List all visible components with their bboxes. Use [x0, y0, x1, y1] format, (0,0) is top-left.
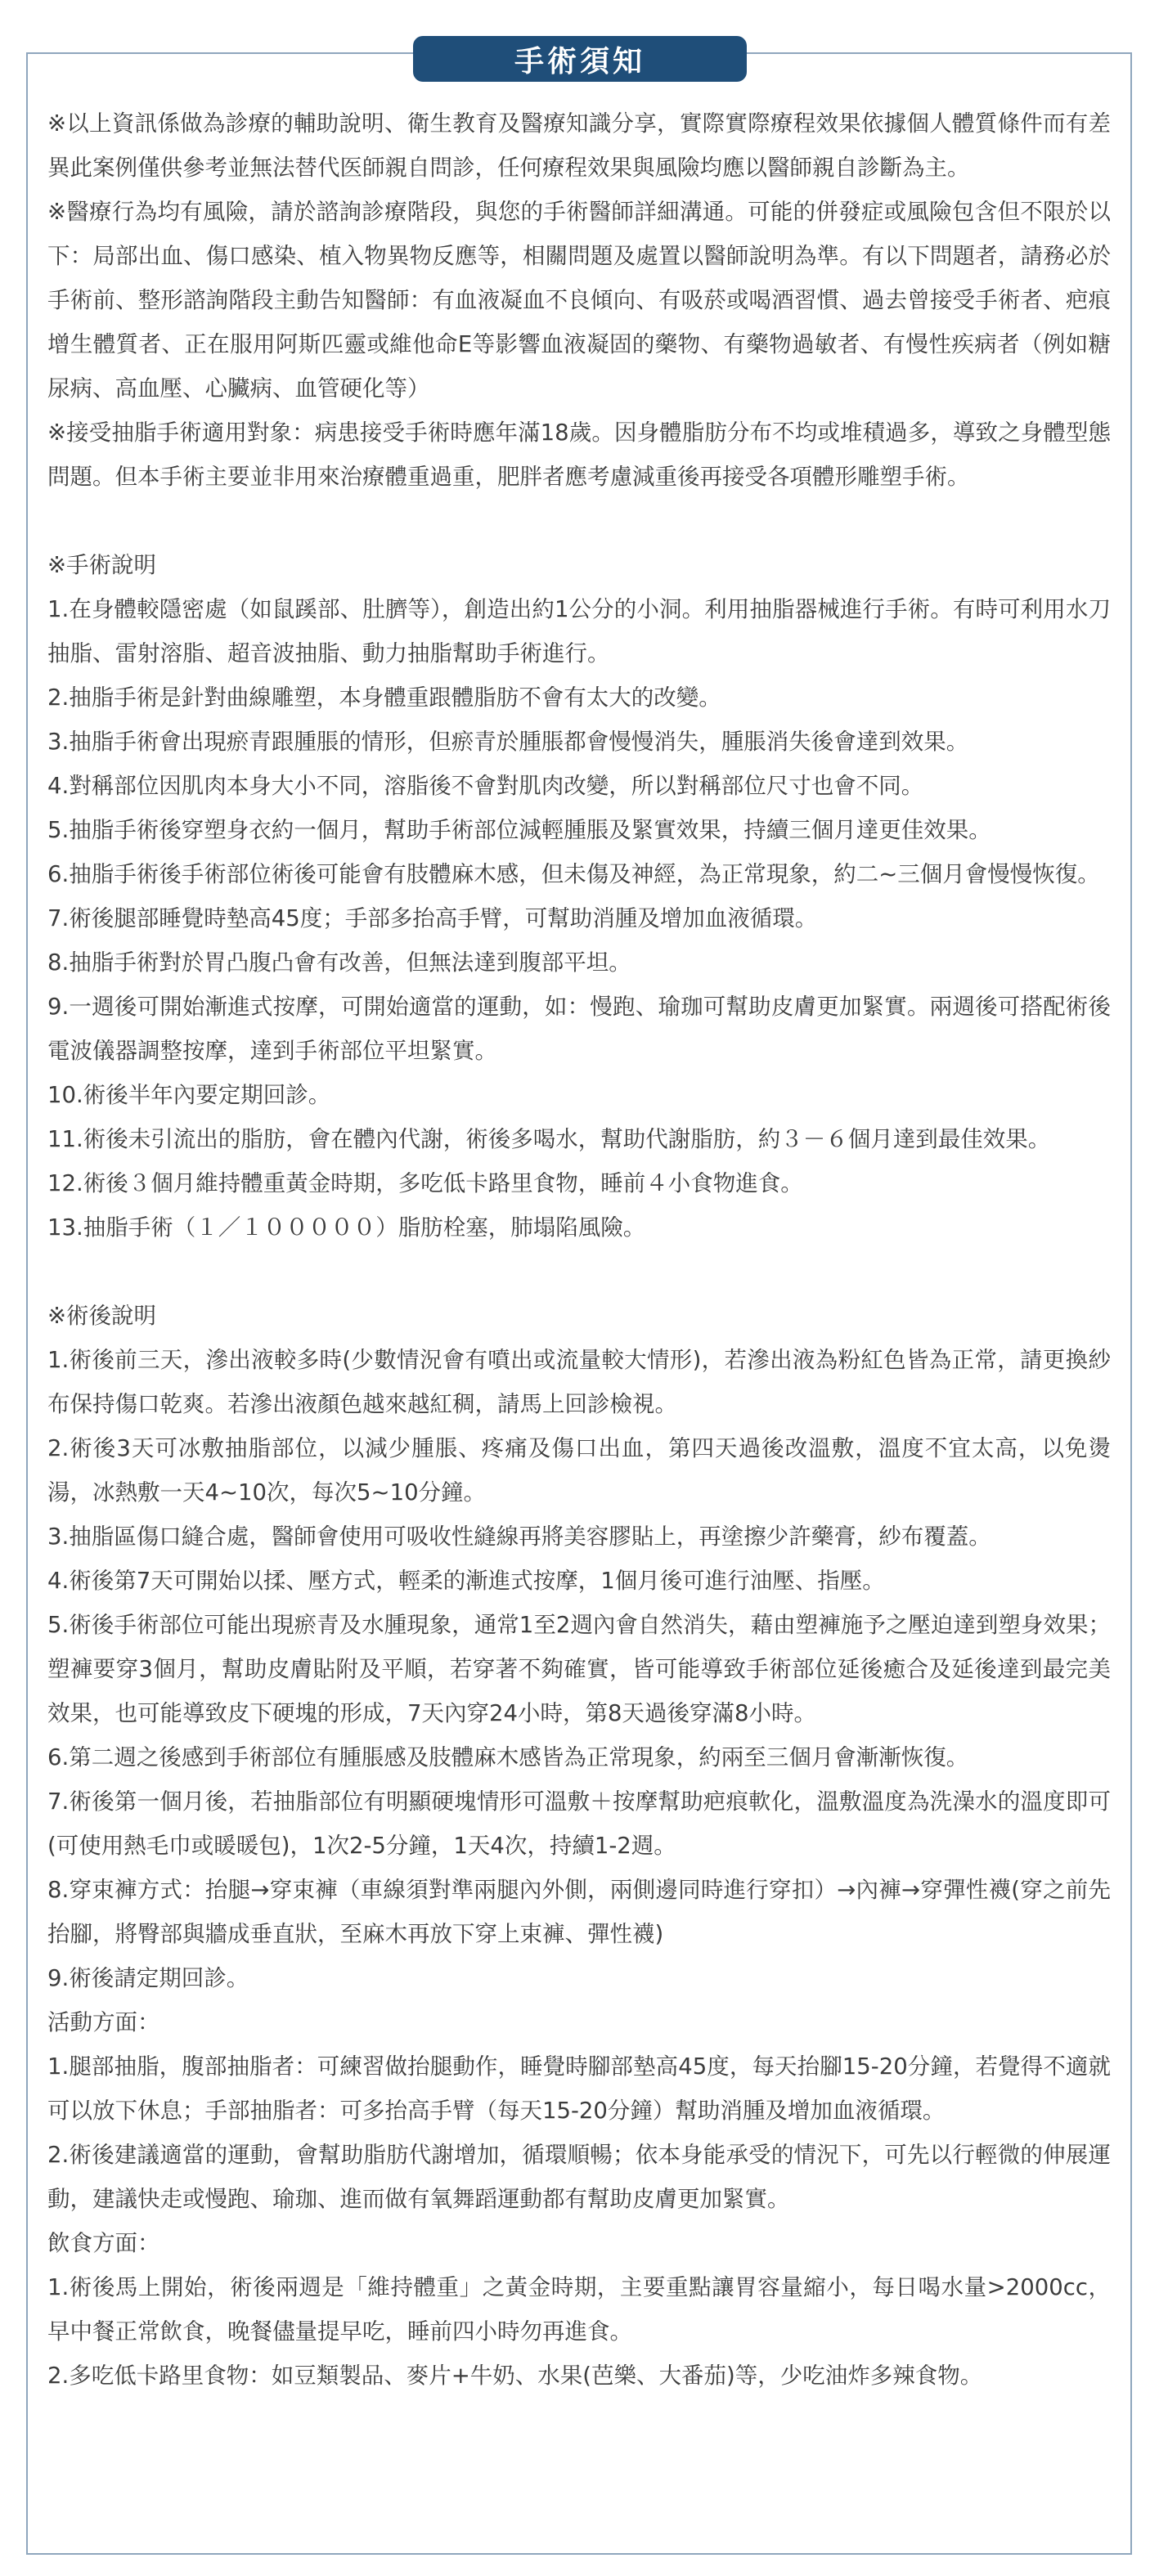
diet-item: 1.術後馬上開始，術後兩週是「維持體重」之黃金時期，主要重點讓胃容量縮小，每日喝水量>2000cc，早中餐正常飲食，晚餐儘量提早吃，睡前四小時勿再進食。 — [47, 2274, 1111, 2345]
postop-item: 4.術後第7天可開始以揉、壓方式，輕柔的漸進式按摩，1個月後可進行油壓、指壓。 — [47, 1568, 885, 1594]
intro-risk-notice: ※醫療行為均有風險，請於諮詢診療階段，與您的手術醫師詳細溝通。可能的併發症或風險包含但不限於以下：局部出血、傷口感染、植入物異物反應等，相關問題及處置以醫師說明為準。有以下問題者，請務必於手術前、整形諮詢階段主動告知醫師：有血液凝血不良傾向、有吸菸或喝酒習慣、過去曾接受手術者、疤痕增生體質者、正在服用阿斯匹靈或維他命E等影響血液凝固的藥物、有藥物過敏者、有慢性疾病者（例如糖尿病、高血壓、心臟病、血管硬化等） — [47, 199, 1111, 402]
surgery-heading: ※手術說明 — [47, 552, 157, 578]
postop-item: 1.術後前三天，滲出液較多時(少數情況會有噴出或流量較大情形)，若滲出液為粉紅色皆為正常，請更換紗布保持傷口乾爽。若滲出液顏色越來越紅稠，請馬上回診檢視。 — [47, 1347, 1111, 1417]
surgery-item: 6.抽脂手術後手術部位術後可能會有肢體麻木感，但未傷及神經，為正常現象，約二~三個月會慢慢恢復。 — [47, 861, 1100, 887]
postop-heading: ※術後說明 — [47, 1303, 157, 1329]
postop-item: 7.術後第一個月後，若抽脂部位有明顯硬塊情形可溫敷＋按摩幫助疤痕軟化，溫敷溫度為洗澡水的溫度即可(可使用熱毛巾或暖暖包)，1次2-5分鐘，1天4次，持續1-2週。 — [47, 1788, 1111, 1859]
spacer — [47, 1250, 1111, 1294]
surgery-item: 9.一週後可開始漸進式按摩，可開始適當的運動，如：慢跑、瑜珈可幫助皮膚更加緊實。兩週後可搭配術後電波儀器調整按摩，達到手術部位平坦緊實。 — [47, 994, 1111, 1064]
surgery-item: 11.術後未引流出的脂肪，會在體內代謝，術後多喝水，幫助代謝脂肪，約３－６個月達到最佳效果。 — [47, 1126, 1051, 1152]
surgery-item: 13.抽脂手術（１／１０００００）脂肪栓塞，肺塌陷風險。 — [47, 1214, 646, 1241]
surgery-item: 2.抽脂手術是針對曲線雕塑，本身體重跟體脂肪不會有太大的改變。 — [47, 684, 721, 711]
postop-item: 5.術後手術部位可能出現瘀青及水腫現象，通常1至2週內會自然消失，藉由塑褲施予之壓迫達到塑身效果；塑褲要穿3個月，幫助皮膚貼附及平順，若穿著不夠確實，皆可能導致手術部位延後癒合及延後達到最完美效果，也可能導致皮下硬塊的形成，7天內穿24小時，第8天過後穿滿8小時。 — [47, 1612, 1111, 1726]
postop-item: 2.術後3天可冰敷抽脂部位，以減少腫脹、疼痛及傷口出血，第四天過後改溫敷，溫度不宜太高，以免燙湯，冰熱敷一天4~10次，每次5~10分鐘。 — [47, 1435, 1111, 1506]
surgery-item: 5.抽脂手術後穿塑身衣約一個月，幫助手術部位減輕腫脹及緊實效果，持續三個月達更佳效果。 — [47, 817, 991, 843]
postop-item: 9.術後請定期回診。 — [47, 1965, 249, 1991]
surgery-item: 12.術後３個月維持體重黃金時期，多吃低卡路里食物，睡前４小食物進食。 — [47, 1170, 803, 1196]
intro-eligibility: ※接受抽脂手術適用對象：病患接受手術時應年滿18歲。因身體脂肪分布不均或堆積過多，導致之身體型態問題。但本手術主要並非用來治療體重過重，肥胖者應考慮減重後再接受各項體形雕塑手術。 — [47, 420, 1111, 490]
postop-item: 6.第二週之後感到手術部位有腫脹感及肢體麻木感皆為正常現象，約兩至三個月會漸漸恢復。 — [47, 1744, 969, 1770]
diet-heading: 飲食方面： — [47, 2230, 160, 2256]
surgery-item: 3.抽脂手術會出現瘀青跟腫脹的情形，但瘀青於腫脹都會慢慢消失，腫脹消失後會達到效果。 — [47, 729, 969, 755]
surgery-item: 7.術後腿部睡覺時墊高45度；手部多抬高手臂，可幫助消腫及增加血液循環。 — [47, 905, 818, 931]
surgery-item: 4.對稱部位因肌肉本身大小不同，溶脂後不會對肌肉改變，所以對稱部位尺寸也會不同。 — [47, 773, 924, 799]
surgery-item: 8.抽脂手術對於胃凸腹凸會有改善，但無法達到腹部平坦。 — [47, 949, 631, 976]
surgery-item: 1.在身體較隱密處（如鼠蹊部、肚臍等），創造出約1公分的小洞。利用抽脂器械進行手術。有時可利用水刀抽脂、雷射溶脂、超音波抽脂、動力抽脂幫助手術進行。 — [47, 596, 1111, 666]
page-title: 手術須知 — [413, 36, 747, 82]
postop-item: 8.穿束褲方式：抬腿→穿束褲（車線須對準兩腿內外側，兩側邊同時進行穿扣）→內褲→穿彈性襪(穿之前先抬腳，將臀部與牆成垂直狀，至麻木再放下穿上束褲、彈性襪) — [47, 1877, 1111, 1947]
activity-heading: 活動方面： — [47, 2009, 160, 2035]
spacer — [47, 499, 1111, 543]
activity-item: 1.腿部抽脂，腹部抽脂者：可練習做抬腿動作，睡覺時腳部墊高45度，每天抬腳15-20分鐘，若覺得不適就可以放下休息；手部抽脂者：可多抬高手臂（每天15-20分鐘）幫助消腫及增加血液循環。 — [47, 2053, 1111, 2124]
postop-item: 3.抽脂區傷口縫合處，醫師會使用可吸收性縫線再將美容膠貼上，再塗擦少許藥膏，紗布覆蓋。 — [47, 1524, 991, 1550]
activity-item: 2.術後建議適當的運動，會幫助脂肪代謝增加，循環順暢；依本身能承受的情況下，可先以行輕微的伸展運動，建議快走或慢跑、瑜珈、進而做有氧舞蹈運動都有幫助皮膚更加緊實。 — [47, 2142, 1111, 2212]
surgery-item: 10.術後半年內要定期回診。 — [47, 1082, 331, 1108]
diet-item: 2.多吃低卡路里食物：如豆類製品、麥片+牛奶、水果(芭樂、大番茄)等，少吃油炸多辣食物。 — [47, 2363, 983, 2389]
intro-disclaimer: ※以上資訊係做為診療的輔助說明、衛生教育及醫療知識分享，實際實際療程效果依據個人體質條件而有差異此案例僅供參考並無法替代医師親自問診，任何療程效果與風險均應以醫師親自診斷為主。 — [47, 110, 1111, 181]
document-body — [47, 101, 1111, 2398]
